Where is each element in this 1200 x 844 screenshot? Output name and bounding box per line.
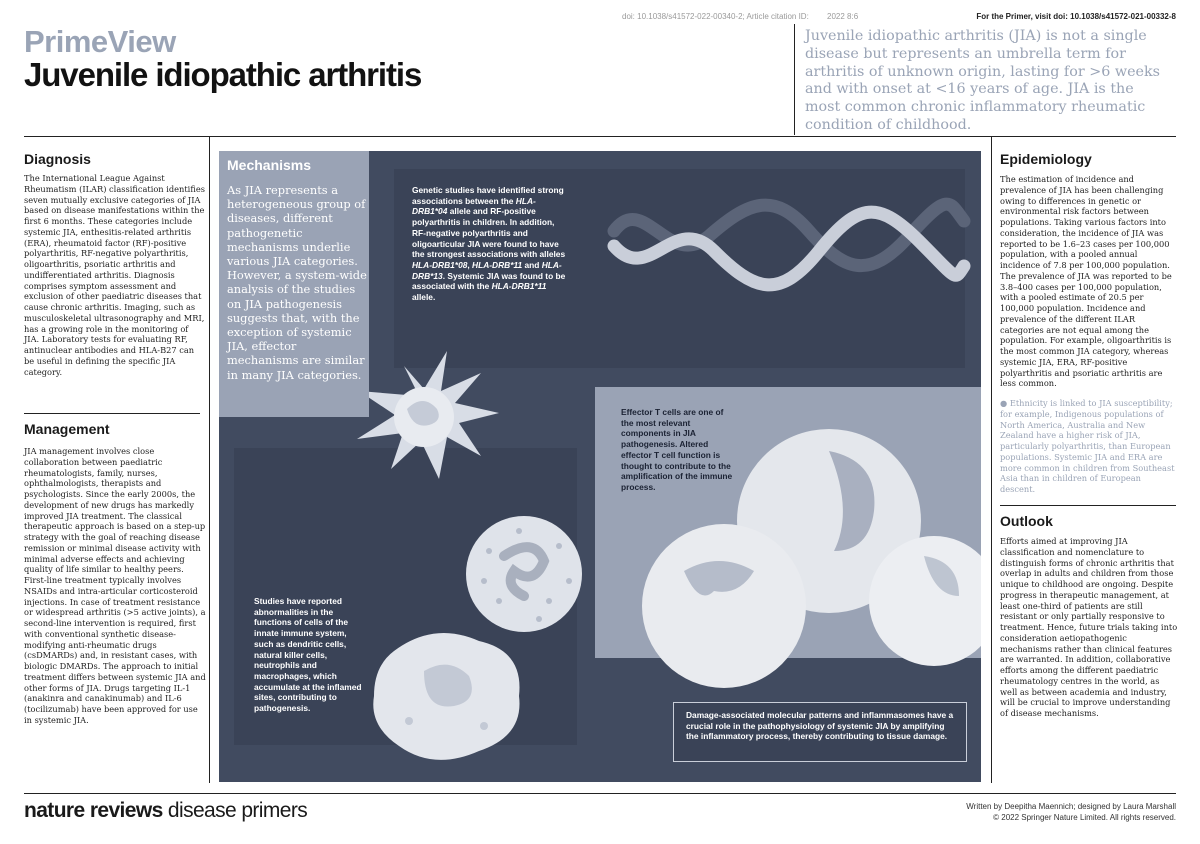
macrophage-cell [373, 633, 519, 760]
epidemiology-text: The estimation of incidence and prevalence of JIA has been challenging owing to differences in genetic or environmental risk factors between populations. Taking various factors into consideration, the incidence of JIA was reported to be 1.6–23 cases per 100,000 population, with a pooled annual incidence of 7.8 per 100,000 population. The prevalence of JIA was reported to be 3.8–400 cases per 100,000 population, with a pooled estimate of 20.5 per 100,000 population. Incidence and prevalence of the different ILAR categories are not equal among the population. For example, oligoarthritis is the most common JIA category, whereas systemic JIA, ERA, RF-positive polyarthritis and psoriatic arthritis are less common. [1000, 174, 1172, 389]
doi-text: doi: 10.1038/s41572-022-00340-2; Article citation ID: [622, 12, 809, 21]
intro-divider [794, 24, 795, 135]
diagnosis-text: The International League Against Rheumatism (ILAR) classification identifies seven mutually exclusive categories of JIA based on disease manifestations within the first 6 months. These categories include systemic JIA, enthesitis-related arthritis (ERA), rheumatoid factor (RF)-positive polyarthritis, RF-negative polyarthritis, oligoarthritis, psoriatic arthritis and undifferentiated arthritis. Diagnosis comprises symptom assessment and exclusion of other paediatric diseases that cause chronic arthritis. Imaging, such as musculoskeletal ultrasonography and MRI, has a growing role in the monitoring of JIA. Laboratory tests for evaluating RF, antinuclear antibodies and HLA-B27 can be useful in defining the specific JIA category. [24, 173, 205, 377]
doi-citation [622, 12, 858, 21]
management-text: JIA management involves close collaboration between paediatric rheumatologists, family, nurses, ophthalmologists, therapists and psychologists. Since the early 2000s, the development of new drugs has markedly improved JIA treatment. The classical therapeutic approach is based on a step-up strategy with the goal of reaching disease remission or minimal disease activity with minimal adverse effects and achieving quality of life similar to healthy peers. First-line treatment typically involves NSAIDs and intra-articular corticosteroid injections. In case of treatment resistance or widespread arthritis (>5 active joints), a second-line intervention is required, first with conventional synthetic disease-modifying anti-rheumatic drugs (csDMARDs) and, in resistant cases, with biologic DMARDs. The approach to initial treatment differs between systemic JIA and other forms of JIA. Drugs targeting IL-1 (anakinra and canakinumab) and IL-6 (tocilizumab) have been approved for use in systemic JIA. [24, 446, 206, 725]
genetics-note: Genetic studies have identified strong associations between the HLA-DRB1*04 allele and RF-positive polyarthritis in children. In addition, RF-negative polyarthritis and oligoarticular JIA were found to have the strongest associations with alleles HLA-DRB1*08, HLA-DRB*11 and HLA-DRB*13. Systemic JIA was found to be associated with the HLA-DRB1*11 allele. [412, 185, 566, 303]
management-rule [24, 413, 200, 414]
intro-text: Juvenile idiopathic arthritis (JIA) is not a single disease but represents an umbrella term for arthritis of unknown origin, lasting for >6 weeks and with onset at <16 years of age. JIA is the most common chronic inflammatory rheumatic condition of childhood. [805, 28, 1160, 133]
ethnicity-text: ● Ethnicity is linked to JIA susceptibility; for example, Indigenous populations of North America, Australia and New Zealand have a higher risk of JIA, particularly polyarthritis, than European populations. Systemic JIA and ERA are more common in children from Southeast Asia than in children of European descent. [1000, 398, 1175, 494]
series-name: PrimeView [24, 24, 176, 59]
neutrophil-cell [466, 516, 582, 632]
bullet-icon: ● [1000, 398, 1010, 408]
damp-note: Damage-associated molecular patterns and inflammasomes have a crucial role in the pathophysiology of systemic JIA by amplifying the inflammatory process, thereby contributing to tissue damage. [686, 710, 954, 742]
journal-brand: nature reviews disease primers [24, 799, 308, 822]
column-divider-right [991, 136, 992, 783]
copyright: © 2022 Springer Nature Limited. All rights reserved. [993, 813, 1176, 822]
header-rule [24, 136, 1176, 137]
innate-note: Studies have reported abnormalities in the functions of cells of the innate immune system, such as dendritic cells, natural killer cells, neutrophils and macrophages, which accumulate at the inflamed sites, contributing to pathogenesis. [254, 596, 362, 714]
page-title: Juvenile idiopathic arthritis [24, 56, 422, 93]
epidemiology-heading: Epidemiology [1000, 151, 1092, 167]
management-heading: Management [24, 421, 110, 437]
citation-id: 2022 8:6 [827, 12, 859, 21]
dna-strand-light [614, 212, 964, 285]
mechanisms-intro-box [219, 151, 369, 417]
mechanisms-panel [219, 151, 981, 782]
outlook-heading: Outlook [1000, 513, 1053, 529]
outlook-rule [1000, 505, 1176, 506]
mechanisms-intro-text: As JIA represents a heterogeneous group of diseases, different pathogenetic mechanisms underlie various JIA categories. However, a system-wide analysis of the studies on JIA pathogenesis suggests that, with the exception of systemic JIA, effector mechanisms are similar in many JIA categories. [227, 183, 367, 382]
mechanisms-heading: Mechanisms [227, 157, 312, 173]
effector-t-note: Effector T cells are one of the most relevant components in JIA pathogenesis. Altered effector T cell function is thought to contribute to the amplification of the immune process. [621, 407, 733, 492]
column-divider-left [209, 136, 210, 783]
footer-rule [24, 793, 1176, 794]
primer-link-text[interactable]: For the Primer, visit doi: 10.1038/s41572-021-00332-8 [976, 12, 1176, 21]
dendritic-cell [357, 351, 499, 479]
primer-link[interactable] [976, 12, 1176, 21]
diagnosis-heading: Diagnosis [24, 151, 91, 167]
damp-box [674, 703, 966, 761]
outlook-text: Efforts aimed at improving JIA classification and nomenclature to distinguish forms of chronic arthritis that overlap in adults and children from those unique to childhood are ongoing. Despite progress in therapeutic management, at least one-third of patients are still resistant or only partially responsive to treatment. Hence, future trials taking into consideration aetiopathogenic mechanisms rather than clinical features are warranted. In addition, collaborative efforts among the different paediatric rheumatology centres in the world, as well as between academia and industry, will be crucial to improve understanding of disease mechanisms. [1000, 536, 1178, 718]
author-credit: Written by Deepitha Maennich; designed by Laura Marshall [966, 802, 1176, 811]
